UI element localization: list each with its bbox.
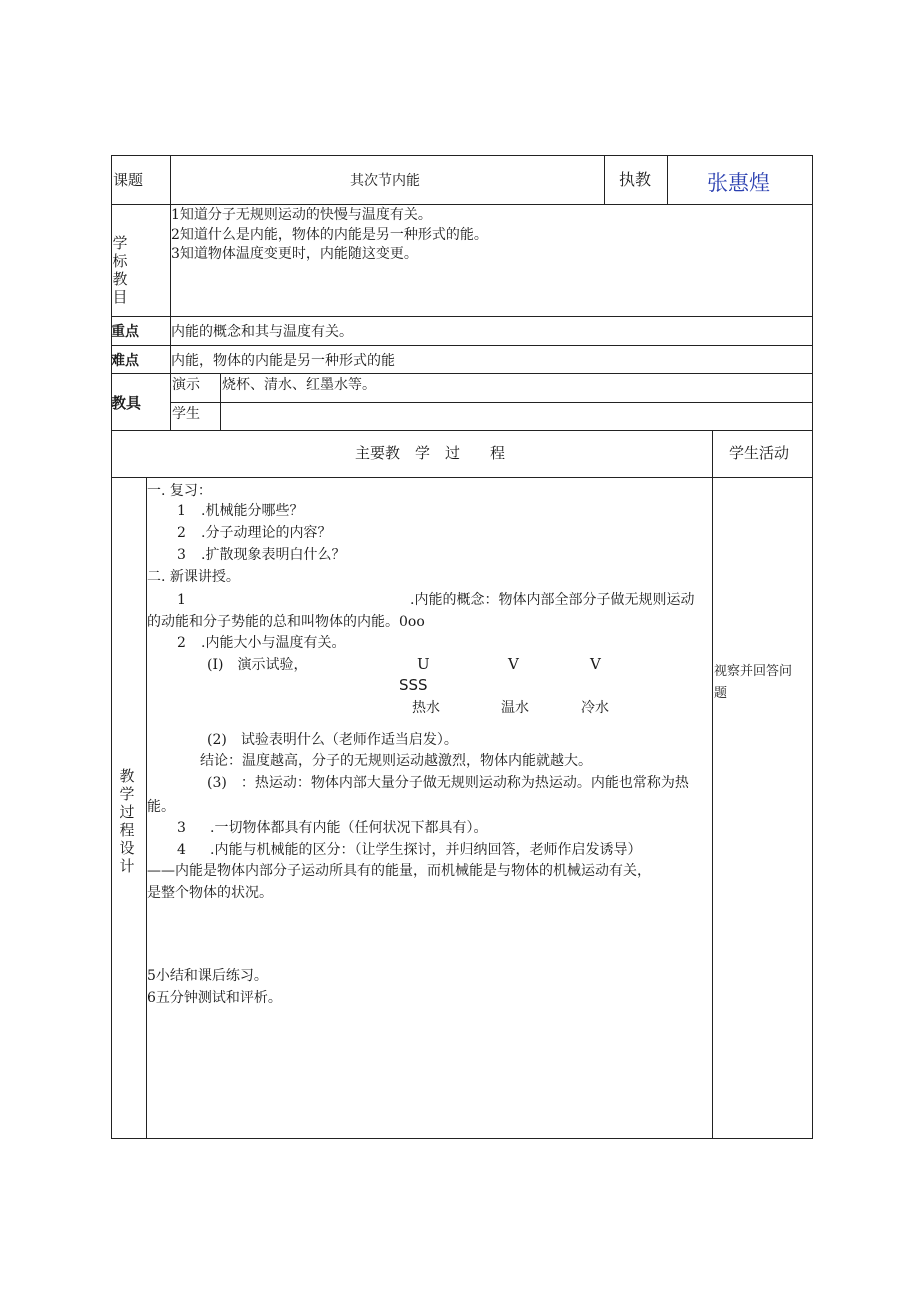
col-divider	[220, 373, 221, 430]
student-activity-line-1: 视察并回答问	[714, 664, 793, 679]
item-1-num: 1	[177, 592, 186, 608]
experiment-2: (2) 试验表明什么（老师作适当启发）。	[207, 732, 458, 748]
process-main-header: 主要教 学 过 程	[355, 444, 506, 462]
item-1-text: .内能的概念：物体内部全部分子做无规则运动	[410, 592, 695, 608]
item-3-num: 3	[177, 820, 186, 836]
experiment-label: (I) 演示试验，	[207, 657, 308, 673]
review-1-num: 1	[177, 503, 186, 519]
beaker-mark-2: V	[508, 655, 519, 673]
demo-label: 演示	[172, 377, 200, 393]
key-point-text: 内能的概念和其与温度有关。	[171, 324, 353, 340]
experiment-3-cont: 能。	[147, 799, 175, 815]
topic-label: 课题	[113, 171, 144, 189]
item-3-text: .一切物体都具有内能（任何状况下都具有）。	[210, 820, 488, 836]
row-divider	[111, 477, 813, 478]
objective-2: 2知道什么是内能，物体的内能是另一种形式的能。	[171, 227, 488, 243]
item-4-line-2: 是整个物体的状况。	[147, 885, 273, 901]
new-lesson-title: 二. 新课讲授。	[147, 569, 240, 585]
beaker-label-cold: 冷水	[581, 700, 609, 716]
beaker-mark-3: V	[590, 655, 601, 673]
row-divider	[170, 402, 813, 403]
objectives-label: 学标教目	[112, 234, 128, 306]
student-activity-line-2: 题	[714, 686, 728, 701]
teacher-label: 执教	[619, 170, 652, 189]
beaker-label-warm: 温水	[501, 700, 529, 716]
topic-value: 其次节内能	[350, 173, 420, 189]
item-5: 5小结和课后练习。	[147, 968, 268, 984]
col-divider	[604, 155, 605, 204]
review-2-text: .分子动理论的内容？	[201, 525, 332, 541]
row-divider	[111, 204, 813, 205]
demo-text: 烧杯、清水、红墨水等。	[222, 377, 376, 393]
process-label: 教学过程设计	[119, 767, 135, 875]
teacher-name: 张惠煌	[707, 171, 770, 195]
col-divider	[667, 155, 668, 204]
review-title: 一. 复习：	[147, 483, 212, 499]
col-divider	[712, 430, 713, 1139]
review-3-num: 3	[177, 547, 186, 563]
item-4-text: .内能与机械能的区分：（让学生探讨，并归纳回答，老师作启发诱导）	[210, 842, 642, 858]
review-1-text: .机械能分哪些？	[201, 503, 304, 519]
student-label: 学生	[172, 406, 200, 422]
difficulty-label: 难点	[111, 353, 139, 369]
item-1-cont: 的动能和分子势能的总和叫物体的内能。0oo	[147, 614, 425, 630]
beaker-label-hot: 热水	[412, 700, 440, 716]
review-2-num: 2	[177, 525, 186, 541]
item-4-num: 4	[177, 842, 186, 858]
equipment-label: 教具	[111, 394, 142, 412]
item-2-text: .内能大小与温度有关。	[201, 635, 346, 651]
item-4-line-1: ——内能是物体内部分子运动所具有的能量，而机械能是与物体的机械运动有关，	[147, 863, 651, 879]
experiment-3: (3) ：热运动：物体内部大量分子做无规则运动称为热运动。内能也常称为热	[207, 775, 689, 791]
row-divider	[111, 430, 813, 431]
col-divider	[170, 155, 171, 430]
row-divider	[111, 373, 813, 374]
item-6: 6五分钟测试和评析。	[147, 990, 282, 1006]
row-divider	[111, 345, 813, 346]
beaker-sss: SSS	[399, 676, 428, 694]
item-2-num: 2	[177, 635, 186, 651]
difficulty-text: 内能，物体的内能是另一种形式的能	[171, 353, 395, 369]
student-activity-header: 学生活动	[729, 444, 790, 462]
review-3-text: .扩散现象表明白什么？	[201, 547, 346, 563]
conclusion: 结论：温度越高，分子的无规则运动越激烈，物体内能就越大。	[200, 753, 592, 769]
key-point-label: 重点	[111, 324, 139, 340]
objective-1: 1知道分子无规则运动的快慢与温度有关。	[171, 207, 432, 223]
row-divider	[111, 316, 813, 317]
objective-3: 3知道物体温度变更时，内能随这变更。	[171, 246, 418, 262]
beaker-mark-1: U	[417, 655, 430, 673]
